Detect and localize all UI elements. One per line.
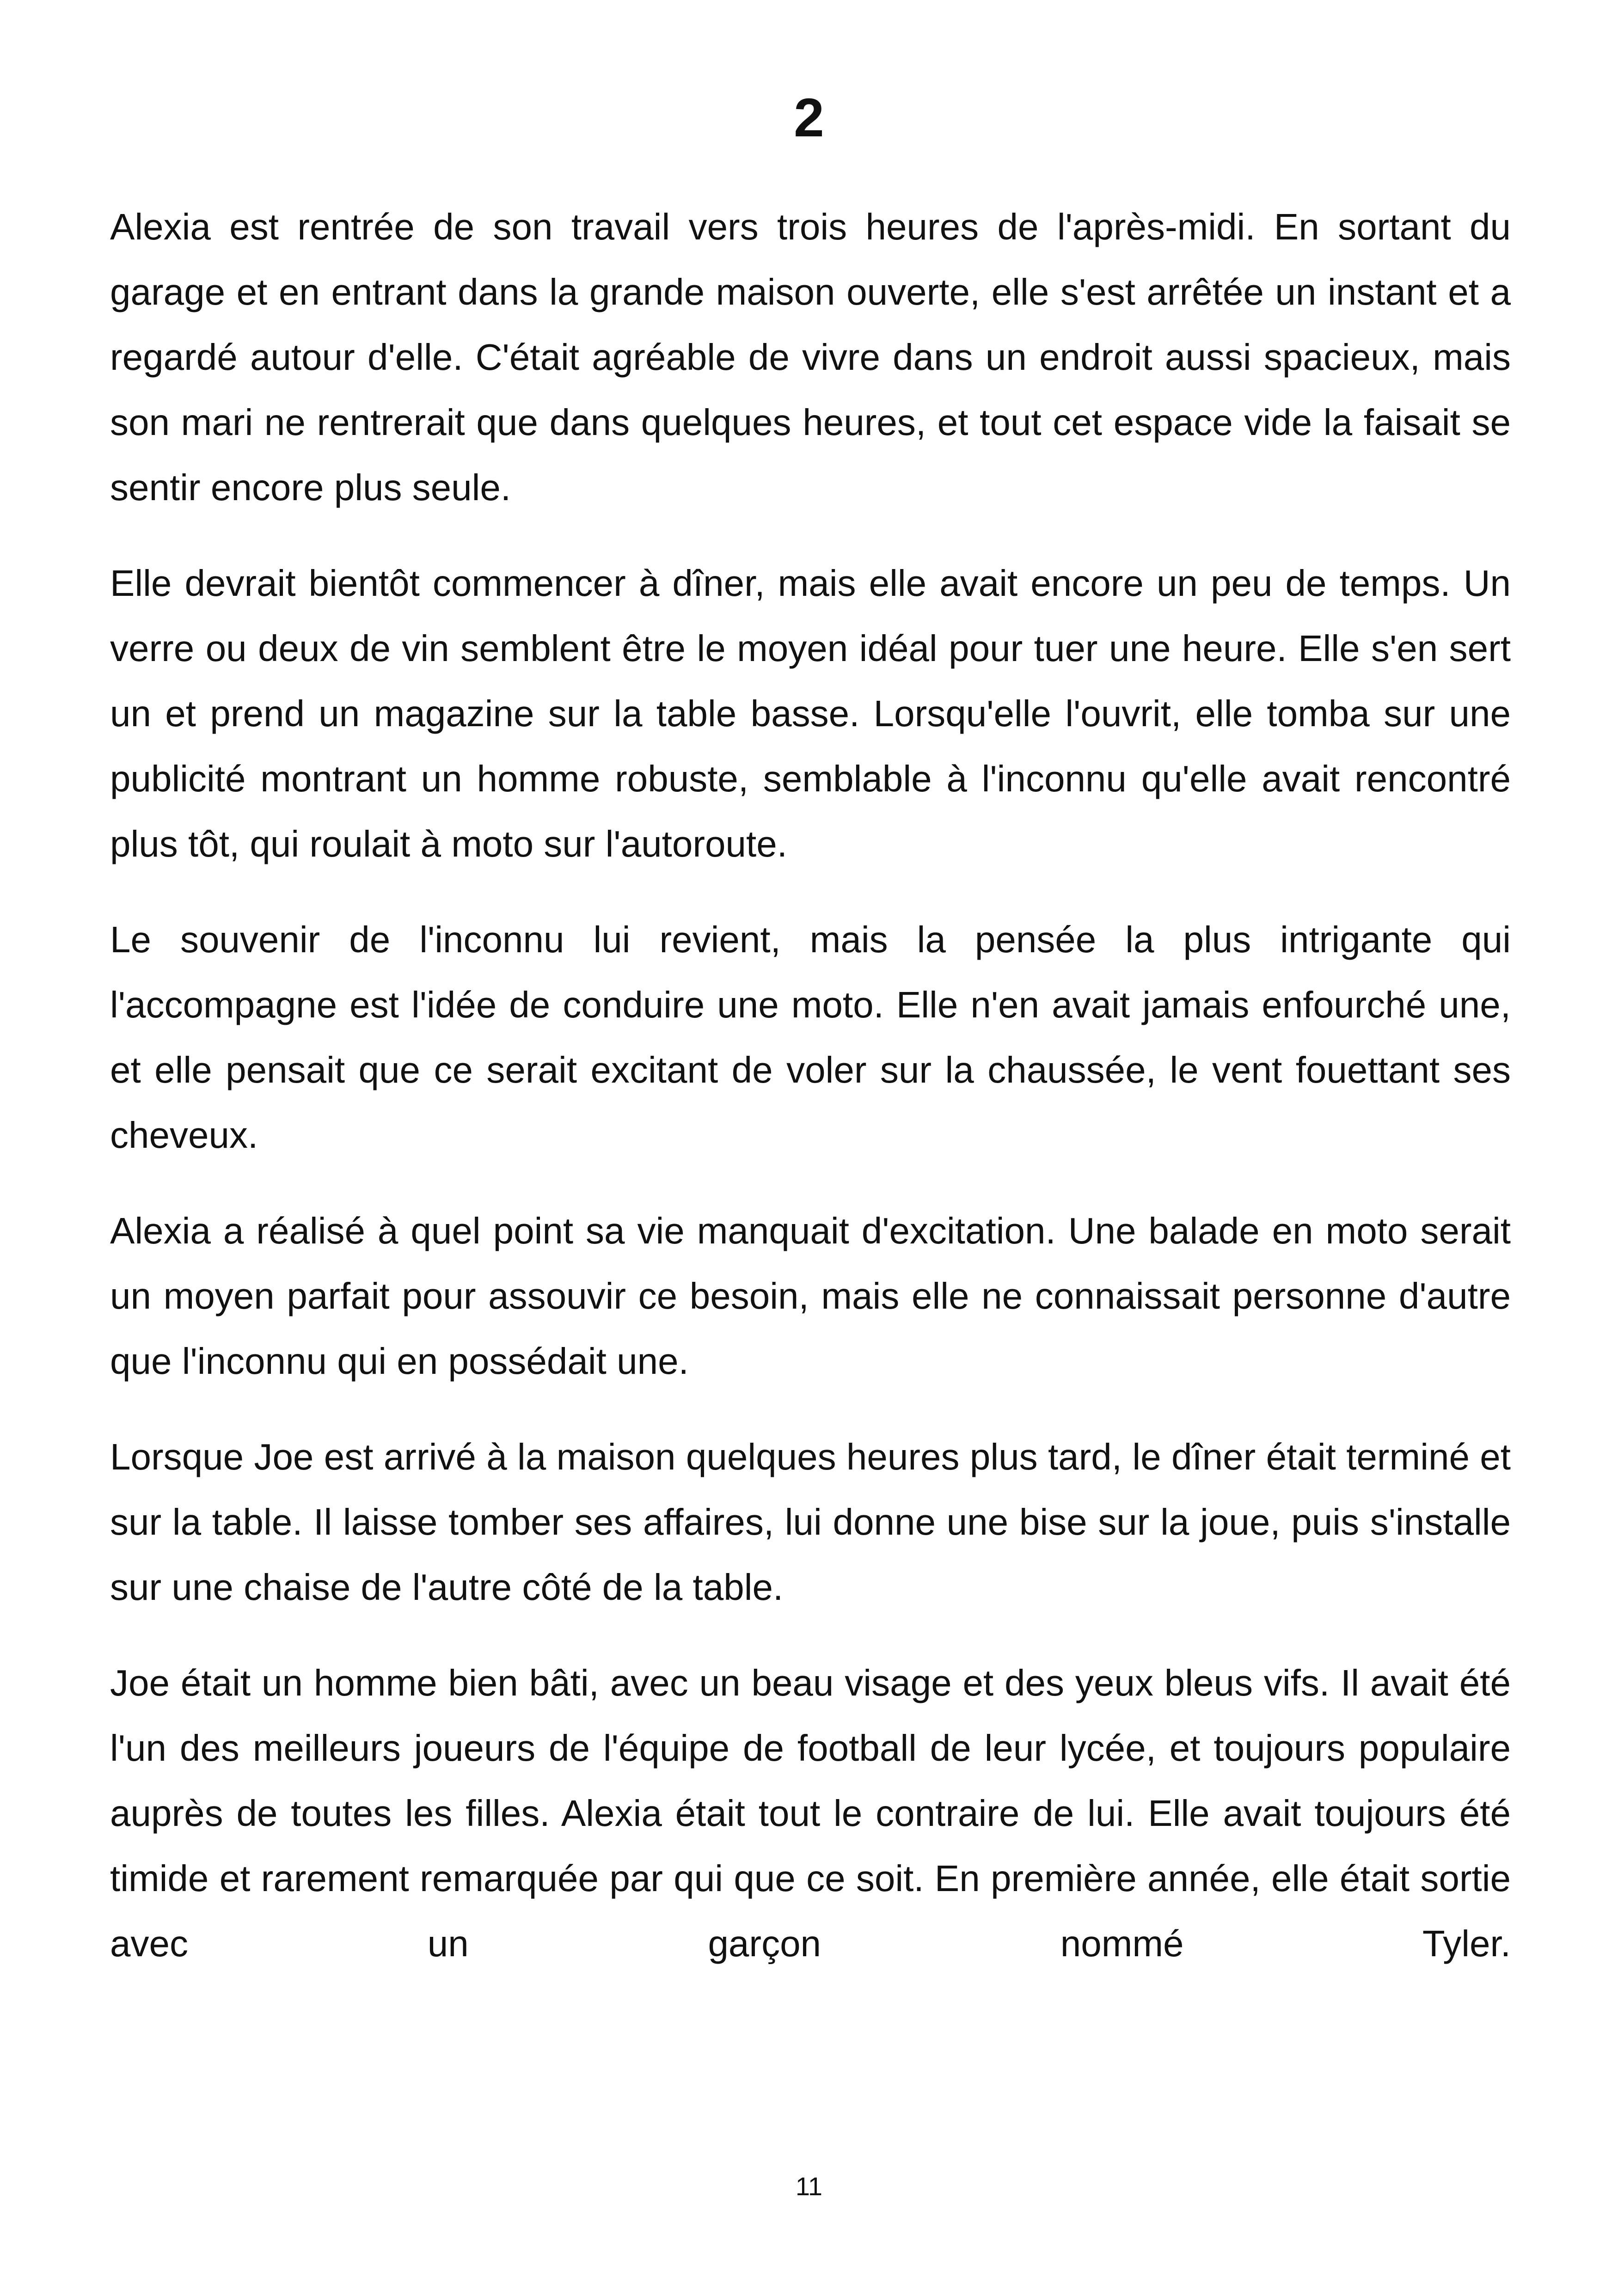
page-number: 11 xyxy=(795,2172,823,2201)
paragraph-2: Elle devrait bientôt commencer à dîner, mais elle avait encore un peu de temps. Un verre ou deux de vin semblent être le moyen idéal pour tuer une heure. Elle s'en sert un et prend un magazine sur la table basse. Lorsqu'elle l'ouvrit, elle tomba sur une publicité montrant un homme robuste, semblable à l'inconnu qu'elle avait rencontré plus tôt, qui roulait à moto sur l'autoroute. xyxy=(110,563,1511,864)
paragraph-6: Joe était un homme bien bâti, avec un beau visage et des yeux bleus vifs. Il avait été l'un des meilleurs joueurs de l'équipe de football de leur lycée, et toujours populaire auprès de toutes les filles. Alexia était tout le contraire de lui. Elle avait toujours été timide et rarement remarquée par qui que ce soit. En première année, elle était sortie avec un garçon nommé Tyler. xyxy=(110,1662,1511,1964)
paragraph-5: Lorsque Joe est arrivé à la maison quelques heures plus tard, le dîner était terminé et sur la table. Il laisse tomber ses affaires, lui donne une bise sur la joue, puis s'installe sur une chaise de l'autre côté de la table. xyxy=(110,1436,1511,1608)
paragraph-4: Alexia a réalisé à quel point sa vie manquait d'excitation. Une balade en moto serait un moyen parfait pour assouvir ce besoin, mais elle ne connaissait personne d'autre que l'inconnu qui en possédait une. xyxy=(110,1210,1511,1382)
chapter-body xyxy=(110,194,1511,1976)
paragraph-3: Le souvenir de l'inconnu lui revient, mais la pensée la plus intrigante qui l'accompagne est l'idée de conduire une moto. Elle n'en avait jamais enfourché une, et elle pensait que ce serait excitant de voler sur la chaussée, le vent fouettant ses cheveux. xyxy=(110,919,1511,1156)
paragraph-1: Alexia est rentrée de son travail vers trois heures de l'après-midi. En sortant du garage et en entrant dans la grande maison ouverte, elle s'est arrêtée un instant et a regardé autour d'elle. C'était agréable de vivre dans un endroit aussi spacieux, mais son mari ne rentrerait que dans quelques heures, et tout cet espace vide la faisait se sentir encore plus seule. xyxy=(110,206,1511,508)
chapter-number: 2 xyxy=(794,87,824,148)
